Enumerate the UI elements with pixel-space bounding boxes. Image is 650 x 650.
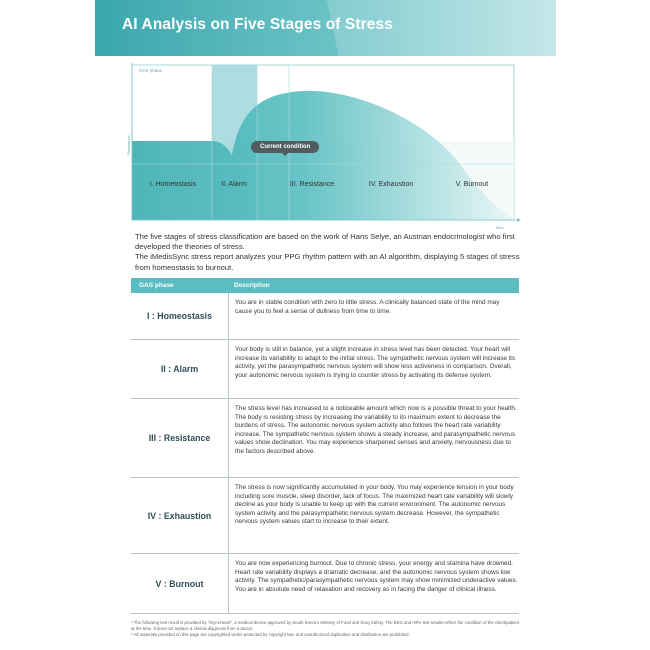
stage-label-burnout: V. Burnout <box>455 181 489 188</box>
header-description: Description <box>234 282 270 289</box>
row-description: You are now experiencing burnout. Due to chronic stress, your energy and stamina have drowned. Heart rate variability displays a dramatic decrease, and the autonomic nervous system shows low activity. The sympathetic/parasympathetic nervous system may show minimized underactive values. You are in absolute need of relaxation and recovery as in facing the danger of clinical illness. <box>235 560 518 593</box>
report-page <box>95 0 556 650</box>
row-divider <box>228 340 229 398</box>
stage-label-homeostasis: I. Homeostasis <box>149 181 197 188</box>
stage-table <box>131 278 519 614</box>
x-axis-arrow <box>517 218 521 222</box>
row-phase-name: I : Homeostasis <box>146 311 213 321</box>
row-divider <box>228 478 229 553</box>
page-header <box>95 0 556 56</box>
x-axis-label: Time <box>495 225 504 230</box>
table-header <box>131 278 519 293</box>
row-divider <box>228 293 229 339</box>
gas-phase-label: GAS phase <box>139 68 163 73</box>
footnotes <box>131 620 521 638</box>
table-row <box>131 340 519 399</box>
header-phase: GAS phase <box>139 282 174 289</box>
stress-stage-chart <box>126 63 521 231</box>
footnote-copyright: * All materials provided on this page are copyrighted works protected by copyright law, and unauthorized duplication and distribution are prohibited. <box>131 632 410 637</box>
row-phase-name: II : Alarm <box>160 364 199 374</box>
row-description: The stress level has increased to a noticeable amount which now is a possible threat to your health. The body is resisting stress by increasing the variability to its maximum extent to decrease the burdens of stress. The autonomic nervous system activity also follows the heart rate variability increase. The sympathetic nervous system shows a steady increase, and parasympathetic nervous values show declination. You may experience sharpened senses and anxiety, nervousness due to the factors described above. <box>235 405 517 455</box>
stage-label-resistance: III. Resistance <box>289 181 335 188</box>
row-divider <box>228 554 229 613</box>
intro-paragraph-1: The five stages of stress classification are based on the work of Hans Selye, an Austrian endocrinologist who first developed the theories of stress. <box>135 232 515 252</box>
table-row <box>131 293 519 340</box>
row-description: Your body is still in balance, yet a slight increase in stress level has been detected. Your heart will increase its variability to adapt to the initial stress. The sympathetic nervous system will increase its activity, yet the parasympathetic nervous system will show less activeness in comparison. Overall, your autonomic nervous system is trying to counter stress by activating its defense system. <box>235 346 516 379</box>
table-row <box>131 399 519 478</box>
intro-text <box>135 232 520 273</box>
stage-label-exhaustion: IV. Exhaustion <box>368 181 414 188</box>
row-phase-name: IV : Exhaustion <box>147 510 212 521</box>
table-row <box>131 478 519 554</box>
page-title: AI Analysis on Five Stages of Stress <box>122 16 393 33</box>
table-row <box>131 554 519 614</box>
row-description: The stress is now significantly accumulated in your body. You may experience tension in your body including sore muscle, sleep disorder, lack of focus. The maximized heart rate variability will slowly decline as your body is unable to keep up with the current environment. The autonomic nervous system activity and the parasympathetic nervous system decrease. However, the sympathetic nervous system values start to increase to their extent. <box>235 484 514 525</box>
footnote-device: * The following test result is provided by "iSyncHeart", a medical device approved by South Korea's Ministry of Food and Drug Safety. The EEG and HRV test results reflect the condition of the client/patient at the time. It does not replace a clinical diagnosis from a doctor. <box>131 620 520 631</box>
row-phase-name: III : Resistance <box>148 433 211 443</box>
chart-svg <box>129 63 521 231</box>
row-divider <box>228 399 229 477</box>
stage-label-alarm: II. Alarm <box>221 181 247 188</box>
current-condition-badge: Current condition <box>251 141 319 153</box>
intro-paragraph-2: The iMedisSync stress report analyzes your PPG rhythm pattern with an AI algorithm, displaying 5 stages of stress from homeostasis to burnout. <box>135 252 520 272</box>
row-phase-name: V : Burnout <box>155 578 204 589</box>
row-description: You are in stable condition with zero to little stress. A clinically balanced state of the mind may cause you to feel a sense of dullness from time to time. <box>235 299 500 315</box>
y-axis-label: Resistance <box>126 135 131 155</box>
